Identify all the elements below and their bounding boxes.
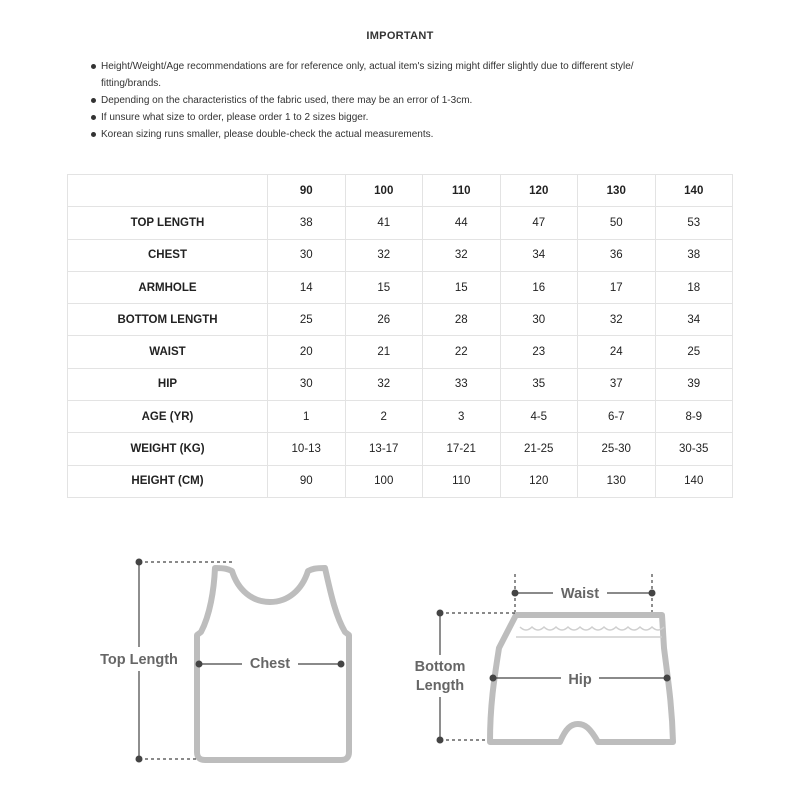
measurement-value: 35 xyxy=(500,368,578,400)
measurement-value: 32 xyxy=(423,239,501,271)
note-item: Korean sizing runs smaller, please double-check the actual measurements. xyxy=(90,126,740,143)
size-chart-table xyxy=(67,174,733,498)
measurement-value: 34 xyxy=(655,304,733,336)
measure-dot xyxy=(512,590,519,597)
size-header-row xyxy=(68,175,733,207)
size-row xyxy=(68,304,733,336)
note-item-continuation: fitting/brands. xyxy=(101,78,162,89)
measurement-value: 14 xyxy=(268,271,346,303)
measurement-value: 34 xyxy=(500,239,578,271)
measurement-value: 32 xyxy=(578,304,656,336)
measure-dot xyxy=(437,610,444,617)
measurement-value: 30 xyxy=(268,368,346,400)
measure-dot xyxy=(437,737,444,744)
measurement-value: 39 xyxy=(655,368,733,400)
corner-cell xyxy=(68,175,268,207)
measurement-value: 16 xyxy=(500,271,578,303)
shorts-diagram xyxy=(408,574,673,744)
measure-dot xyxy=(649,590,656,597)
measurement-value: 26 xyxy=(345,304,423,336)
size-row xyxy=(68,207,733,239)
measurement-value: 36 xyxy=(578,239,656,271)
size-header: 120 xyxy=(500,175,578,207)
top-length-label: Top Length xyxy=(100,652,178,668)
size-header: 140 xyxy=(655,175,733,207)
note-item: If unsure what size to order, please order 1 to 2 sizes bigger. xyxy=(90,109,740,126)
measure-dot xyxy=(338,661,345,668)
measurement-value: 32 xyxy=(345,239,423,271)
measurement-value: 32 xyxy=(345,368,423,400)
measurement-value: 6-7 xyxy=(578,401,656,433)
measurement-value: 22 xyxy=(423,336,501,368)
measurement-value: 24 xyxy=(578,336,656,368)
measurement-label: WAIST xyxy=(68,336,268,368)
measurement-label: TOP LENGTH xyxy=(68,207,268,239)
measurement-diagrams xyxy=(0,530,800,800)
measurement-value: 21-25 xyxy=(500,433,578,465)
measurement-value: 1 xyxy=(268,401,346,433)
measurement-value: 25-30 xyxy=(578,433,656,465)
size-row xyxy=(68,336,733,368)
hip-label: Hip xyxy=(568,672,592,688)
measure-dot xyxy=(490,675,497,682)
measurement-value: 17-21 xyxy=(423,433,501,465)
measurement-value: 110 xyxy=(423,465,501,497)
measurement-value: 18 xyxy=(655,271,733,303)
measurement-value: 90 xyxy=(268,465,346,497)
measurement-label: ARMHOLE xyxy=(68,271,268,303)
measure-dot xyxy=(136,559,143,566)
size-row xyxy=(68,239,733,271)
size-row xyxy=(68,368,733,400)
size-row xyxy=(68,465,733,497)
measurement-value: 41 xyxy=(345,207,423,239)
measurement-value: 4-5 xyxy=(500,401,578,433)
measurement-value: 25 xyxy=(268,304,346,336)
measurement-label: WEIGHT (KG) xyxy=(68,433,268,465)
note-item: Depending on the characteristics of the fabric used, there may be an error of 1-3cm. xyxy=(90,92,740,109)
measurement-value: 47 xyxy=(500,207,578,239)
measurement-value: 8-9 xyxy=(655,401,733,433)
measurement-value: 38 xyxy=(268,207,346,239)
measurement-value: 10-13 xyxy=(268,433,346,465)
measurement-value: 13-17 xyxy=(345,433,423,465)
measurement-value: 100 xyxy=(345,465,423,497)
measurement-value: 120 xyxy=(500,465,578,497)
measurement-value: 38 xyxy=(655,239,733,271)
measurement-value: 33 xyxy=(423,368,501,400)
bottom-length-label-line2: Length xyxy=(415,678,465,694)
measurement-value: 20 xyxy=(268,336,346,368)
measurement-value: 23 xyxy=(500,336,578,368)
note-item: Height/Weight/Age recommendations are for reference only, actual item's sizing might differ slightly due to different style/ xyxy=(90,58,740,75)
bottom-length-label-line1: Bottom xyxy=(414,659,466,675)
important-heading: IMPORTANT xyxy=(366,30,434,42)
measurement-value: 53 xyxy=(655,207,733,239)
size-row xyxy=(68,433,733,465)
size-header: 100 xyxy=(345,175,423,207)
measurement-value: 3 xyxy=(423,401,501,433)
measurement-value: 44 xyxy=(423,207,501,239)
measurement-value: 28 xyxy=(423,304,501,336)
measure-dot xyxy=(664,675,671,682)
size-row xyxy=(68,271,733,303)
measurement-value: 140 xyxy=(655,465,733,497)
measurement-label: CHEST xyxy=(68,239,268,271)
measurement-value: 21 xyxy=(345,336,423,368)
size-header: 130 xyxy=(578,175,656,207)
measure-dot xyxy=(136,756,143,763)
measurement-value: 17 xyxy=(578,271,656,303)
size-header: 90 xyxy=(268,175,346,207)
measurement-label: HEIGHT (CM) xyxy=(68,465,268,497)
measurement-value: 30 xyxy=(268,239,346,271)
measurement-value: 37 xyxy=(578,368,656,400)
measurement-value: 30-35 xyxy=(655,433,733,465)
waist-label: Waist xyxy=(560,586,600,602)
chest-label: Chest xyxy=(249,656,291,672)
measurement-label: AGE (YR) xyxy=(68,401,268,433)
tank-top-diagram xyxy=(90,559,349,763)
measurement-value: 25 xyxy=(655,336,733,368)
measurement-value: 15 xyxy=(345,271,423,303)
measurement-value: 30 xyxy=(500,304,578,336)
measurement-label: BOTTOM LENGTH xyxy=(68,304,268,336)
size-row xyxy=(68,401,733,433)
measurement-value: 15 xyxy=(423,271,501,303)
measurement-label: HIP xyxy=(68,368,268,400)
measure-dot xyxy=(196,661,203,668)
sizing-notes xyxy=(90,58,740,143)
measurement-value: 130 xyxy=(578,465,656,497)
size-header: 110 xyxy=(423,175,501,207)
measurement-value: 50 xyxy=(578,207,656,239)
measurement-value: 2 xyxy=(345,401,423,433)
